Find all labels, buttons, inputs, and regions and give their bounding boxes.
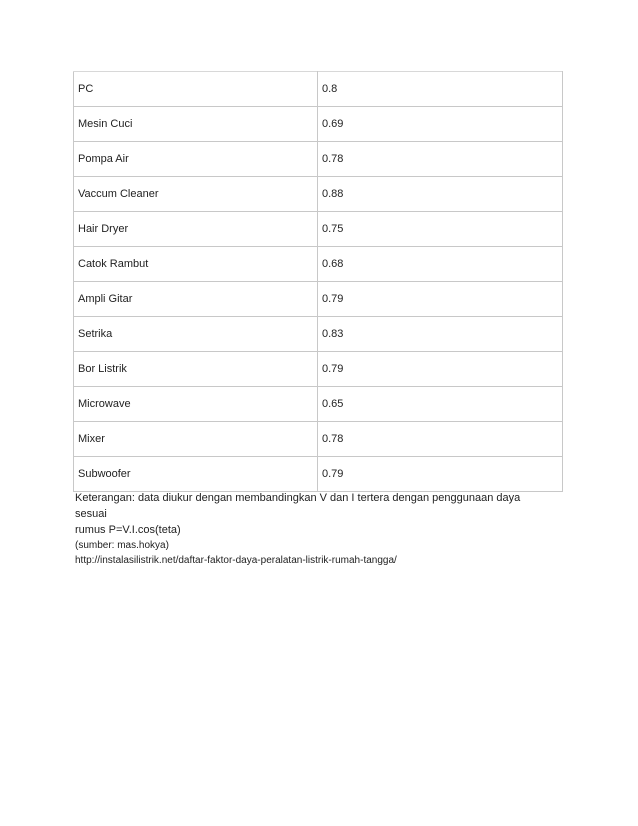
power-factor-table [73, 71, 563, 492]
device-cell: Ampli Gitar [74, 282, 318, 317]
notes-source: (sumber: mas.hokya) [75, 540, 169, 551]
notes-description: Keterangan: data diukur dengan membandingkan V dan I tertera dengan penggunaan daya sesuai [75, 492, 521, 520]
table-row [74, 212, 563, 247]
notes-section [75, 490, 555, 568]
device-cell: Subwoofer [74, 457, 318, 492]
table-row [74, 387, 563, 422]
device-cell: Vaccum Cleaner [74, 177, 318, 212]
device-cell: Pompa Air [74, 142, 318, 177]
table-row [74, 247, 563, 282]
table-row [74, 107, 563, 142]
table-row [74, 177, 563, 212]
table-row [74, 422, 563, 457]
device-cell: Catok Rambut [74, 247, 318, 282]
power-factor-cell: 0.79 [318, 352, 563, 387]
device-cell: Setrika [74, 317, 318, 352]
power-factor-cell: 0.8 [318, 72, 563, 107]
power-factor-cell: 0.69 [318, 107, 563, 142]
table-row [74, 317, 563, 352]
power-factor-cell: 0.88 [318, 177, 563, 212]
table-row [74, 72, 563, 107]
power-factor-cell: 0.83 [318, 317, 563, 352]
device-cell: PC [74, 72, 318, 107]
notes-formula: rumus P=V.I.cos(teta) [75, 524, 181, 536]
table-row [74, 142, 563, 177]
table-row [74, 352, 563, 387]
power-factor-cell: 0.79 [318, 282, 563, 317]
power-factor-cell: 0.68 [318, 247, 563, 282]
device-cell: Microwave [74, 387, 318, 422]
notes-url: http://instalasilistrik.net/daftar-faktor-daya-peralatan-listrik-rumah-tangga/ [75, 555, 397, 566]
device-cell: Bor Listrik [74, 352, 318, 387]
power-factor-cell: 0.78 [318, 422, 563, 457]
power-factor-cell: 0.78 [318, 142, 563, 177]
device-cell: Mixer [74, 422, 318, 457]
power-factor-cell: 0.65 [318, 387, 563, 422]
table-row [74, 282, 563, 317]
device-cell: Mesin Cuci [74, 107, 318, 142]
table-row [74, 457, 563, 492]
power-factor-cell: 0.75 [318, 212, 563, 247]
device-cell: Hair Dryer [74, 212, 318, 247]
power-factor-cell: 0.79 [318, 457, 563, 492]
